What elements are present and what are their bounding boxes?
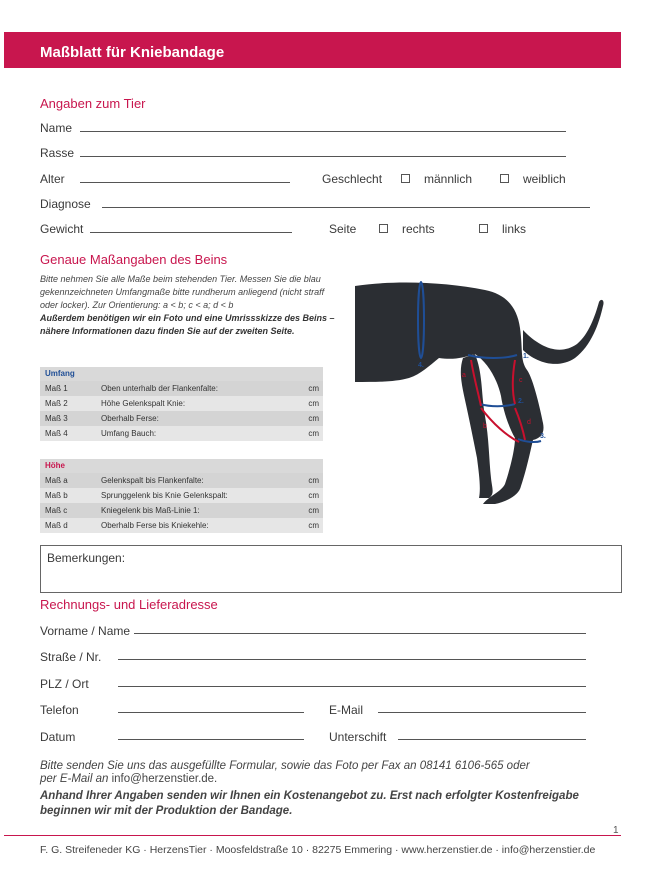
street-label: Straße / Nr.	[40, 650, 102, 664]
circumference-table	[40, 367, 323, 441]
row-id: Maß 4	[45, 429, 68, 438]
footer-text: F. G. Streifeneder KG · HerzensTier · Moosfeldstraße 10 · 82275 Emmering · www.herzenstier.de · info@herzenstier.de	[40, 844, 596, 856]
height-title: Höhe	[40, 459, 323, 473]
phone-label: Telefon	[40, 703, 79, 717]
row-desc: Gelenkspalt bis Flankenfalte:	[101, 476, 204, 485]
weight-field[interactable]	[90, 232, 292, 233]
table-row	[40, 411, 323, 426]
instruction-text: Bitte nehmen Sie alle Maße beim stehenden Tier. Messen Sie die blau gekennzeichneten Umfangmaße bitte rundherum anliegend (nicht straff oder locker). Zur Orientierung: a < b; c < a; d < b	[40, 274, 325, 310]
row-desc: Höhe Gelenkspalt Knie:	[101, 399, 186, 408]
table-row	[40, 473, 323, 488]
submission-note	[40, 760, 620, 786]
male-label: männlich	[424, 172, 473, 186]
row-id: Maß 2	[45, 399, 68, 408]
name-label: Name	[40, 121, 73, 135]
table-row	[40, 488, 323, 503]
row-desc: Oben unterhalb der Flankenfalte:	[101, 384, 218, 393]
label-4: 4.	[418, 362, 424, 369]
age-field[interactable]	[80, 182, 290, 183]
fullname-field[interactable]	[134, 633, 586, 634]
street-field[interactable]	[118, 659, 586, 660]
section-title-animal: Angaben zum Tier	[40, 96, 146, 111]
contact-email-link[interactable]: info@herzenstier.de.	[111, 773, 218, 785]
row-id: Maß 3	[45, 414, 68, 423]
label-3: 3.	[540, 433, 546, 440]
row-unit: cm	[308, 476, 319, 485]
table-row	[40, 503, 323, 518]
age-label: Alter	[40, 172, 65, 186]
breed-label: Rasse	[40, 146, 75, 160]
diagnosis-field[interactable]	[102, 207, 590, 208]
right-checkbox[interactable]	[379, 224, 388, 233]
left-label: links	[502, 222, 527, 236]
page-number: 1	[613, 825, 619, 836]
row-unit: cm	[308, 399, 319, 408]
table-row	[40, 396, 323, 411]
label-a: a	[462, 372, 466, 379]
row-unit: cm	[308, 414, 319, 423]
submission-text: Bitte senden Sie uns das ausgefüllte Formular, sowie das Foto per Fax an 08141 6106-565 oder	[40, 760, 530, 772]
female-label: weiblich	[523, 172, 566, 186]
row-unit: cm	[308, 506, 319, 515]
label-d: d	[527, 419, 531, 426]
instruction-note: Außerdem benötigen wir ein Foto und eine Umrissskizze des Beins – nähere Informationen dazu finden Sie auf der zweiten Seite.	[40, 313, 335, 336]
diagnosis-label: Diagnose	[40, 197, 91, 211]
row-id: Maß a	[45, 476, 68, 485]
table-row	[40, 518, 323, 533]
date-label: Datum	[40, 730, 76, 744]
quote-note: Anhand Ihrer Angaben senden wir Ihnen ein Kostenangebot zu. Erst nach erfolgter Kostenfreigabe beginnen wir mit der Produktion der Bandage.	[40, 790, 579, 817]
left-checkbox[interactable]	[479, 224, 488, 233]
label-c: c	[519, 377, 523, 384]
section-title-address: Rechnungs- und Lieferadresse	[40, 597, 218, 612]
label-2: 2.	[518, 398, 524, 405]
row-unit: cm	[308, 384, 319, 393]
submission-text-2: per E-Mail an	[40, 773, 112, 785]
table-row	[40, 426, 323, 441]
remarks-box[interactable]	[40, 545, 622, 593]
circumference-title: Umfang	[40, 367, 323, 381]
row-id: Maß b	[45, 491, 68, 500]
dog-silhouette	[355, 283, 604, 504]
table-row	[40, 381, 323, 396]
row-desc: Kniegelenk bis Maß-Linie 1:	[101, 506, 200, 515]
side-label: Seite	[329, 222, 357, 236]
row-unit: cm	[308, 491, 319, 500]
row-desc: Umfang Bauch:	[101, 429, 157, 438]
row-id: Maß c	[45, 506, 68, 515]
leg-instructions	[40, 273, 340, 338]
zip-city-field[interactable]	[118, 686, 586, 687]
date-field[interactable]	[118, 739, 304, 740]
right-label: rechts	[402, 222, 435, 236]
weight-label: Gewicht	[40, 222, 84, 236]
page-title: Maßblatt für Kniebandage	[40, 44, 225, 61]
email-field[interactable]	[378, 712, 586, 713]
row-unit: cm	[308, 429, 319, 438]
dog-leg-diagram	[355, 278, 610, 513]
label-1: 1.	[523, 353, 529, 360]
row-id: Maß d	[45, 521, 68, 530]
row-id: Maß 1	[45, 384, 68, 393]
remarks-label: Bemerkungen:	[47, 551, 126, 565]
phone-field[interactable]	[118, 712, 304, 713]
row-unit: cm	[308, 521, 319, 530]
height-table	[40, 459, 323, 533]
name-field[interactable]	[80, 131, 566, 132]
zip-city-label: PLZ / Ort	[40, 677, 89, 691]
signature-field[interactable]	[398, 739, 586, 740]
row-desc: Oberhalb Ferse:	[101, 414, 159, 423]
female-checkbox[interactable]	[500, 174, 509, 183]
section-title-leg: Genaue Maßangaben des Beins	[40, 252, 228, 267]
row-desc: Sprunggelenk bis Knie Gelenkspalt:	[101, 491, 228, 500]
email-label: E-Mail	[329, 703, 364, 717]
breed-field[interactable]	[80, 156, 566, 157]
signature-label: Unterschift	[329, 730, 387, 744]
footer-divider	[4, 835, 621, 836]
male-checkbox[interactable]	[401, 174, 410, 183]
fullname-label: Vorname / Name	[40, 624, 131, 638]
row-desc: Oberhalb Ferse bis Kniekehle:	[101, 521, 209, 530]
label-b: b	[483, 423, 487, 430]
gender-label: Geschlecht	[322, 172, 383, 186]
